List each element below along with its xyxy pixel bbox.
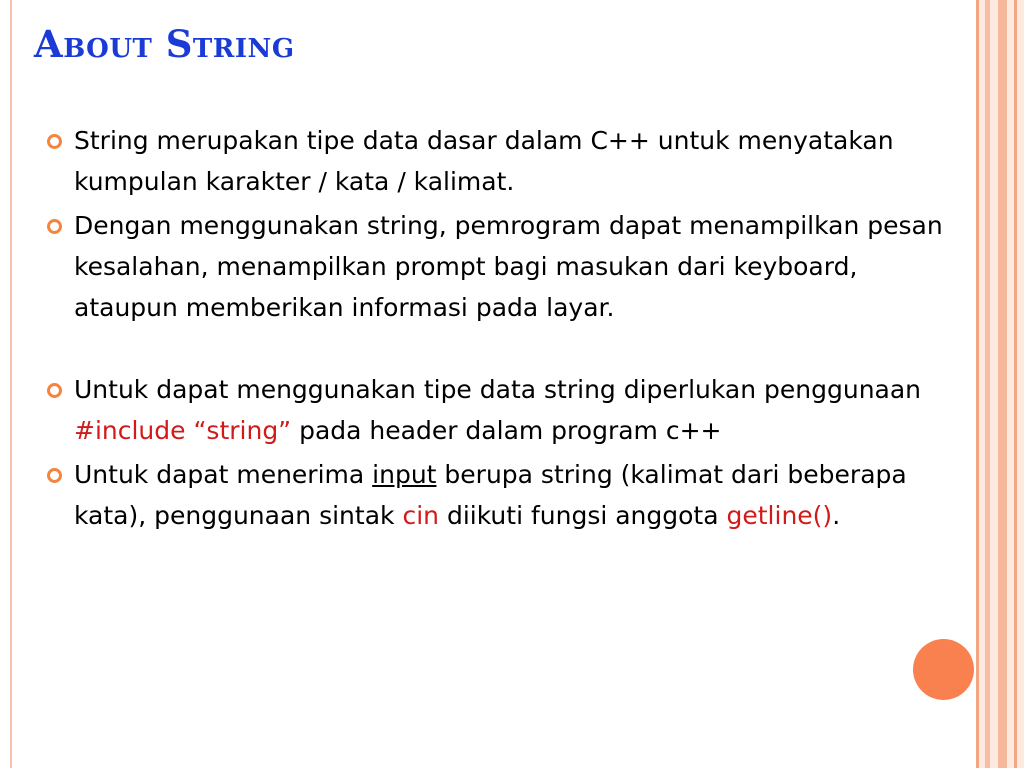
cin-code-text: cin bbox=[402, 501, 439, 530]
left-border-line bbox=[10, 0, 12, 768]
bullet-text: Untuk dapat menggunakan tipe data string diperlukan penggunaan bbox=[74, 375, 922, 404]
decorative-stripe bbox=[1014, 0, 1017, 768]
bullet-item bbox=[44, 454, 964, 536]
bullet-item bbox=[44, 369, 964, 451]
underlined-input-text: input bbox=[372, 460, 437, 489]
ring-bullet-icon bbox=[47, 468, 62, 483]
decorative-stripe bbox=[998, 0, 1007, 768]
ring-bullet-icon bbox=[47, 219, 62, 234]
bullet-text: berupa string (kalimat dari beberapa kata), penggunaan sintak bbox=[74, 460, 907, 530]
bullet-item bbox=[44, 120, 964, 202]
bullet-text: Untuk dapat menerima bbox=[74, 460, 373, 489]
bullet-item bbox=[44, 205, 964, 328]
ring-bullet-icon bbox=[47, 383, 62, 398]
decorative-stripe bbox=[976, 0, 979, 768]
bullet-text: . bbox=[832, 501, 841, 530]
decorative-stripe bbox=[985, 0, 990, 768]
ring-bullet-icon bbox=[47, 134, 62, 149]
slide-title: About String bbox=[34, 22, 295, 66]
bullet-text: Dengan menggunakan string, pemrogram dapat menampilkan pesan kesalahan, menampilkan prompt bagi masukan dari keyboard, ataupun memberikan informasi pada layar. bbox=[74, 211, 943, 322]
include-code-text: #include “string” bbox=[74, 416, 292, 445]
bullet-text: String merupakan tipe data dasar dalam C++ untuk menyatakan kumpulan karakter / kata / kalimat. bbox=[74, 126, 894, 196]
decorative-circle bbox=[913, 639, 974, 700]
bullet-list bbox=[44, 120, 964, 536]
bullet-text: pada header dalam program c++ bbox=[291, 416, 722, 445]
bullet-text: diikuti fungsi anggota bbox=[439, 501, 727, 530]
getline-code-text: getline() bbox=[726, 501, 833, 530]
